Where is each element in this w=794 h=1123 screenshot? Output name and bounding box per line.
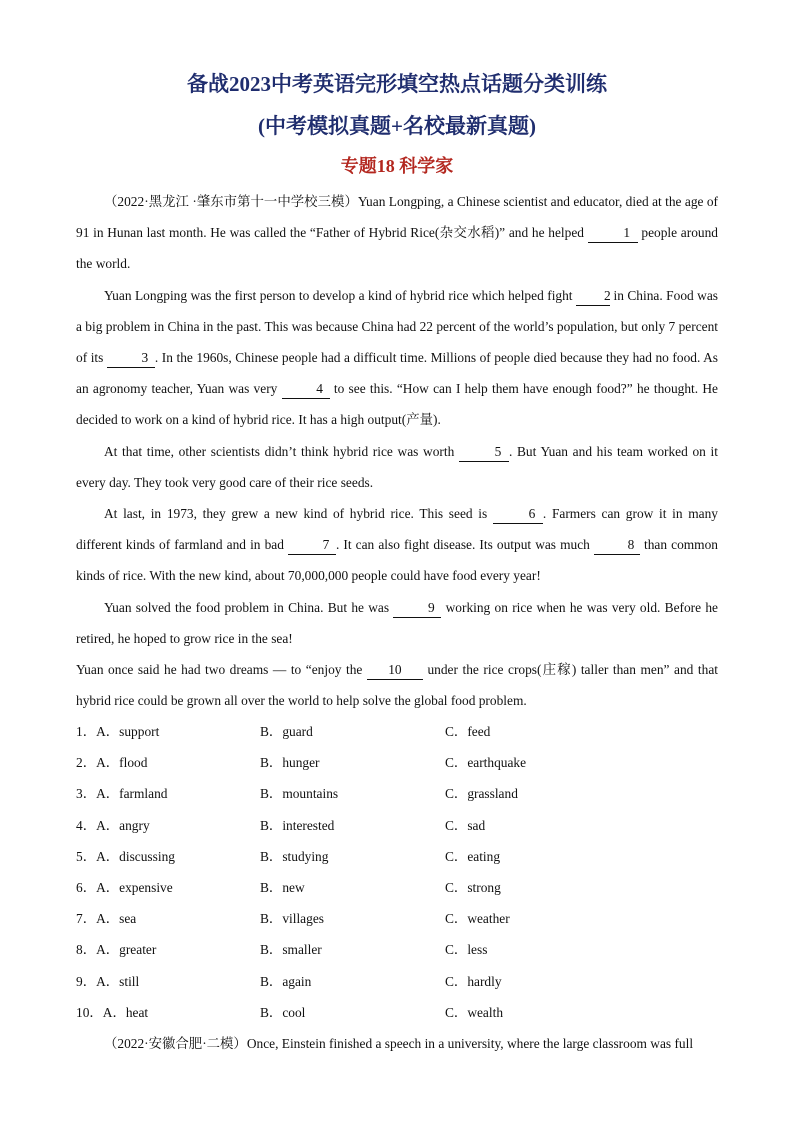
blank-3: 3 [107, 349, 155, 368]
option-a[interactable]: A．expensive [96, 879, 173, 895]
option-b[interactable]: B．hunger [260, 755, 320, 771]
option-c[interactable]: C．earthquake [445, 755, 527, 771]
blank-2: 2 [576, 287, 610, 306]
paragraph-2: Yuan Longping was the first person to develop a kind of hybrid rice which helped fight 2 in China. Food was a big problem in China in the past. This was because China had 22 percent of the world’s population, but only 7 percent of its 3 . In the 1960s, Chinese people had a difficult time. Millions of people died because they had no food. As an agronomy teacher, Yuan was very 4 to see this. “How can I help them have enough food?” he thought. He decided to work on a kind of hybrid rice. It has a high output(产量). [76, 287, 719, 428]
paragraph-3: At that time, other scientists didn’t think hybrid rice was worth 5 . But Yuan and his team worked on it every day. They took very good care of their rice seeds. [76, 443, 718, 490]
option-c[interactable]: C．eating [445, 848, 501, 864]
option-b[interactable]: B．mountains [260, 786, 339, 802]
option-row: 5．A．discussing B．studying C．eating [76, 841, 718, 872]
option-b[interactable]: B．again [260, 973, 312, 989]
option-c[interactable]: C．hardly [445, 973, 502, 989]
topic-heading: 专题18 科学家 [340, 156, 454, 176]
next-passage-intro: （2022·安徽合肥·二模）Once, Einstein finished a speech in a university, where the large classroom was full [104, 1036, 694, 1051]
option-c[interactable]: C．grassland [445, 786, 518, 802]
option-row: 7．A．sea B．villages C．weather [76, 903, 718, 934]
option-b[interactable]: B．interested [260, 817, 335, 833]
option-row: 10．A．heat B．cool C．wealth [76, 997, 718, 1028]
blank-8: 8 [594, 536, 640, 555]
option-a[interactable]: A．still [96, 973, 140, 989]
paragraph-6: Yuan once said he had two dreams — to “enjoy the 10 under the rice crops(庄稼) taller than men” and that hybrid rice could be grown all over the world to help solve the global food problem. [76, 662, 718, 709]
blank-10: 10 [367, 661, 423, 680]
blank-1: 1 [588, 224, 638, 243]
option-c[interactable]: C．less [445, 942, 488, 958]
option-c[interactable]: C．feed [445, 724, 491, 739]
option-b[interactable]: B．new [260, 879, 305, 895]
option-a[interactable]: A．greater [96, 942, 157, 958]
option-b[interactable]: B．studying [260, 848, 329, 864]
option-a[interactable]: A．support [96, 724, 160, 739]
option-b[interactable]: B．villages [260, 911, 324, 927]
option-a[interactable]: A．sea [96, 911, 137, 927]
blank-9: 9 [393, 599, 441, 618]
option-row: 4．A．angry B．interested C．sad [76, 810, 718, 841]
option-b[interactable]: B．smaller [260, 942, 322, 958]
option-c[interactable]: C．sad [445, 817, 486, 833]
option-c[interactable]: C．wealth [445, 1004, 504, 1020]
paragraph-1: （2022·黑龙江 ·肇东市第十一中学校三模）Yuan Longping, a Chinese scientist and educator, died at the age of 91 in Hunan last month. He was called the “Father of Hybrid Rice(杂交水稻)” and he helped 1 people around the world. [76, 194, 718, 272]
option-a[interactable]: A．heat [102, 1004, 149, 1020]
cloze-passage [76, 186, 718, 716]
option-c[interactable]: C．weather [445, 911, 510, 927]
document-subtitle: (中考模拟真题+名校最新真题) [258, 114, 536, 138]
blank-7: 7 [288, 536, 336, 555]
answer-options [76, 716, 718, 1028]
option-b[interactable]: B．guard [260, 724, 313, 739]
option-a[interactable]: A．farmland [96, 786, 168, 802]
paragraph-5: Yuan solved the food problem in China. But he was 9 working on rice when he was very old. Before he retired, he hoped to grow rice in the sea! [76, 599, 718, 646]
option-row: 2．A．flood B．hunger C．earthquake [76, 747, 718, 778]
option-a[interactable]: A．angry [96, 817, 150, 833]
option-row: 6．A．expensive B．new C．strong [76, 872, 718, 903]
option-row: 8．A．greater B．smaller C．less [76, 934, 718, 965]
blank-6: 6 [493, 505, 543, 524]
option-row: 3．A．farmland B．mountains C．grassland [76, 778, 718, 809]
option-row: 1．A．support B．guard C．feed [76, 716, 718, 747]
option-row: 9．A．still B．again C．hardly [76, 966, 718, 997]
option-a[interactable]: A．discussing [96, 848, 175, 864]
blank-4: 4 [282, 380, 330, 399]
blank-5: 5 [459, 443, 509, 462]
document-title: 备战2023中考英语完形填空热点话题分类训练 [187, 72, 607, 96]
paragraph-4: At last, in 1973, they grew a new kind of hybrid rice. This seed is 6 . Farmers can grow it in many different kinds of farmland and in bad 7 . It can also fight disease. Its output was much 8 than common kinds of rice. With the new kind, about 70,000,000 people could have food every year! [76, 506, 718, 584]
option-b[interactable]: B．cool [260, 1004, 306, 1020]
option-a[interactable]: A．flood [96, 755, 148, 771]
option-c[interactable]: C．strong [445, 879, 501, 895]
